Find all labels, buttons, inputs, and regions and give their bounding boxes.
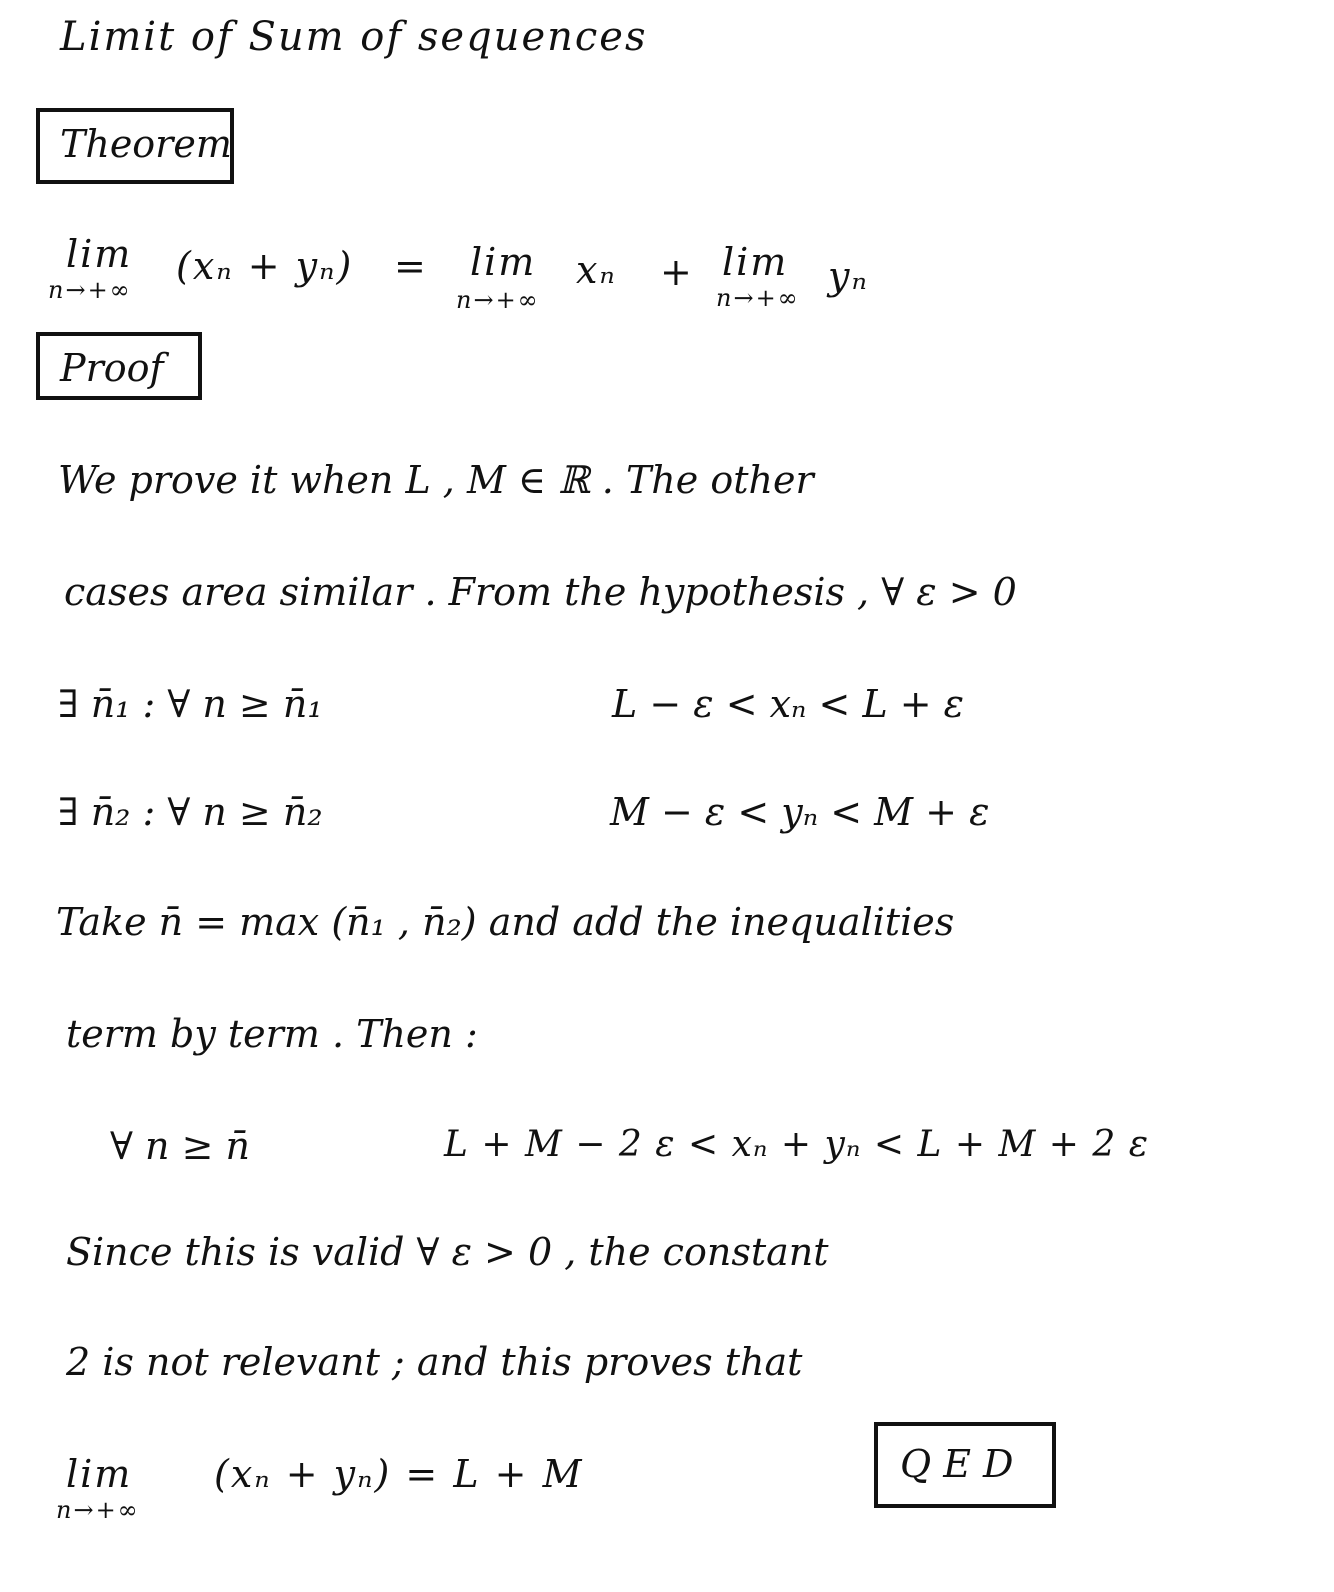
- qed-label: Q E D: [900, 1442, 1014, 1486]
- theorem-rhs1-expr: xₙ: [576, 248, 617, 292]
- conclusion-sub: n→+∞: [56, 1496, 140, 1524]
- theorem-lhs-lim: lim: [66, 232, 133, 276]
- theorem-lhs-sub: n→+∞: [48, 276, 132, 304]
- conclusion-lim: lim: [66, 1452, 133, 1496]
- theorem-label: Theorem: [60, 122, 232, 166]
- qed-box: [874, 1422, 1056, 1508]
- proof-label: Proof: [60, 346, 164, 390]
- theorem-rhs1-sub: n→+∞: [456, 286, 540, 314]
- inequality-1-left: ∃ n̄₁ : ∀ n ≥ n̄₁: [58, 682, 323, 726]
- inequality-1-right: L − ε < xₙ < L + ε: [612, 682, 965, 726]
- theorem-box: [36, 108, 234, 184]
- theorem-rhs1-lim: lim: [470, 240, 537, 284]
- page-title: Limit of Sum of sequences: [60, 14, 648, 60]
- theorem-lhs-expr: (xₙ + yₙ): [176, 244, 354, 288]
- theorem-rhs2-expr: yₙ: [828, 254, 869, 298]
- theorem-rhs2-lim: lim: [722, 240, 789, 284]
- proof-box: [36, 332, 202, 400]
- proof-line-2: cases area similar . From the hypothesis , ∀ ε > 0: [64, 570, 1017, 614]
- proof-line-4: term by term . Then :: [66, 1012, 478, 1056]
- inequality-2-right: M − ε < yₙ < M + ε: [610, 790, 990, 834]
- inequality-3-right: L + M − 2 ε < xₙ + yₙ < L + M + 2 ε: [444, 1124, 1150, 1165]
- theorem-rhs2-sub: n→+∞: [716, 284, 800, 312]
- conclusion-expr: (xₙ + yₙ) = L + M: [214, 1452, 584, 1496]
- proof-line-1: We prove it when L , M ∈ ℝ . The other: [58, 458, 814, 502]
- inequality-3-left: ∀ n ≥ n̄: [110, 1124, 250, 1168]
- inequality-2-left: ∃ n̄₂ : ∀ n ≥ n̄₂: [58, 790, 323, 834]
- theorem-plus: +: [660, 250, 694, 294]
- proof-line-3: Take n̄ = max (n̄₁ , n̄₂) and add the inequalities: [56, 900, 955, 944]
- theorem-eq: =: [394, 244, 428, 288]
- proof-line-6: 2 is not relevant ; and this proves that: [66, 1340, 803, 1384]
- proof-line-5: Since this is valid ∀ ε > 0 , the constant: [66, 1230, 829, 1274]
